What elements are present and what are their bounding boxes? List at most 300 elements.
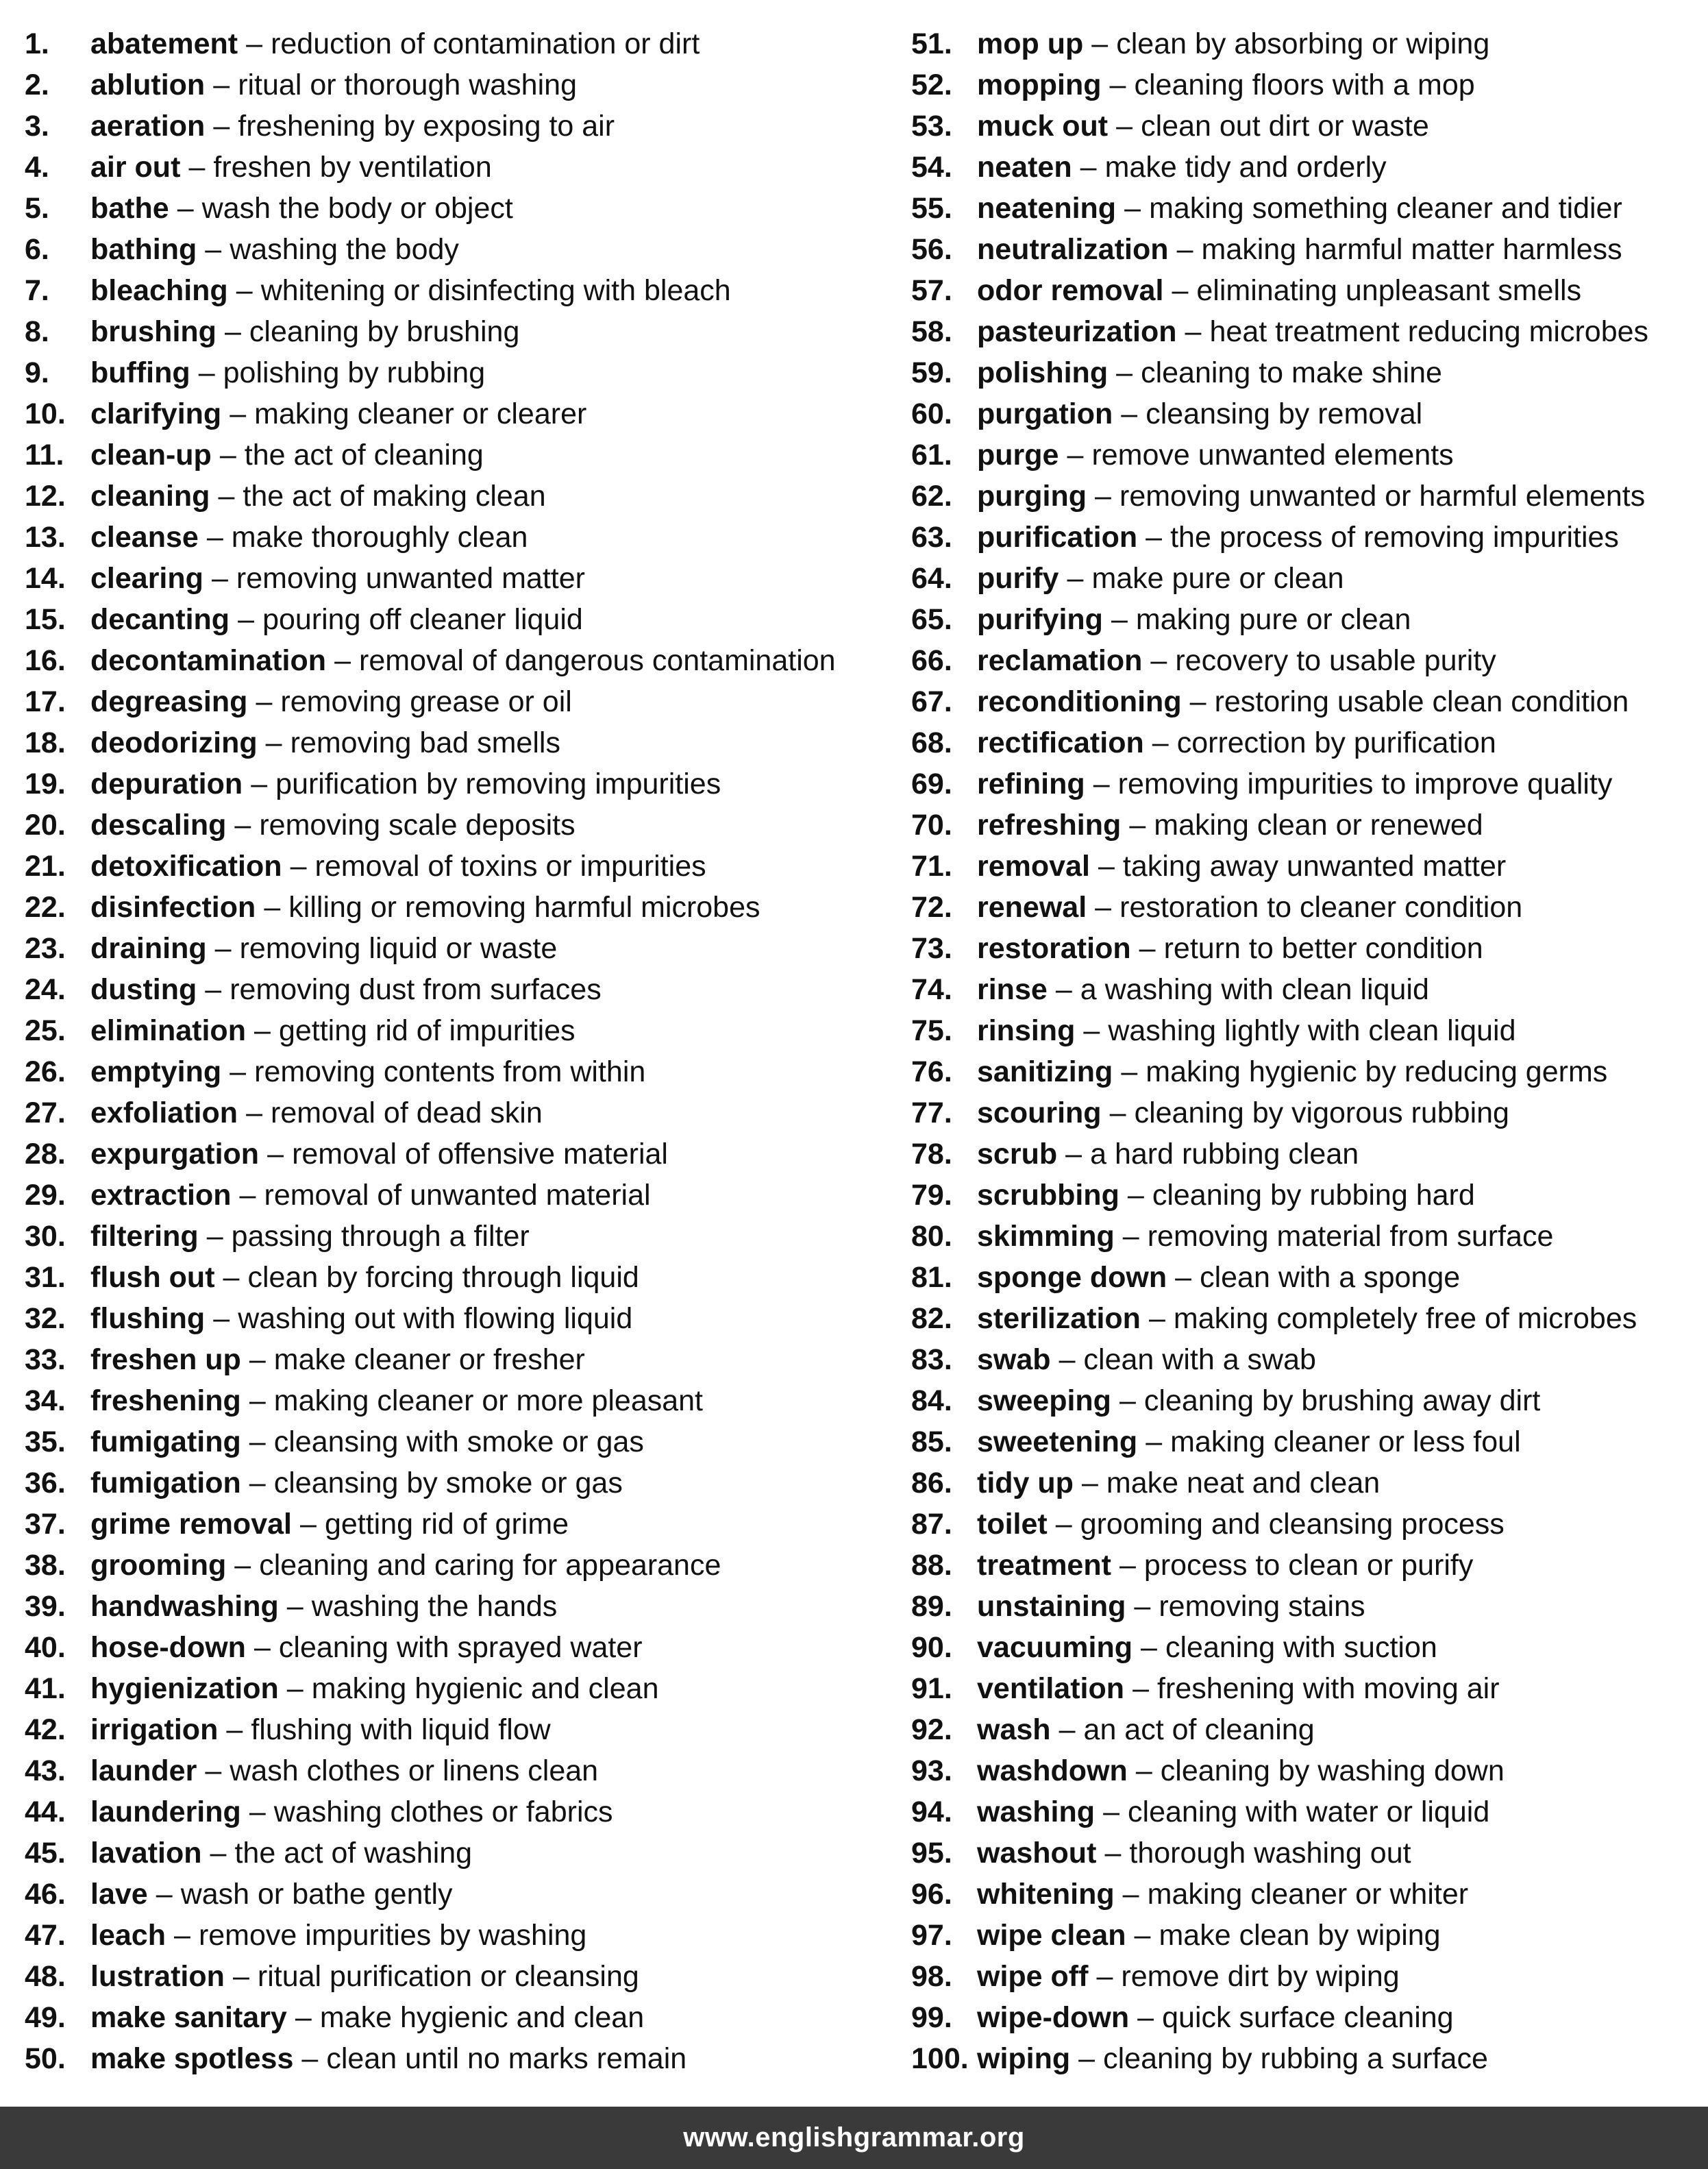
list-item [911, 1915, 1699, 1956]
item-definition: removing liquid or waste [239, 932, 558, 965]
item-definition: clean with a sponge [1200, 1261, 1461, 1294]
item-term: abatement [90, 27, 238, 60]
list-item [911, 1339, 1699, 1380]
list-item [911, 2038, 1699, 2079]
item-separator: – [249, 1467, 266, 1499]
item-definition: cleaning by rubbing a surface [1103, 2042, 1488, 2075]
item-term: clean-up [90, 439, 212, 471]
list-item [25, 1586, 881, 1627]
item-number: 74. [911, 973, 952, 1006]
item-term: detoxification [90, 850, 282, 883]
item-definition: clean with a swab [1083, 1343, 1316, 1376]
item-definition: removal of dead skin [271, 1096, 543, 1129]
item-definition: removal of unwanted material [264, 1179, 651, 1212]
item-number: 100. [911, 2042, 969, 2075]
item-term: purifying [977, 603, 1103, 636]
item-number: 26. [25, 1055, 66, 1088]
item-number: 35. [25, 1425, 66, 1458]
item-separator: – [249, 1343, 266, 1376]
item-definition: make thoroughly clean [231, 521, 528, 554]
item-number: 10. [25, 397, 66, 430]
item-number: 87. [911, 1508, 952, 1541]
item-definition: washing clothes or fabrics [273, 1796, 613, 1828]
item-number: 7. [25, 274, 49, 307]
item-separator: – [1065, 1138, 1082, 1171]
item-separator: – [246, 27, 263, 60]
item-definition: make tidy and orderly [1104, 151, 1387, 184]
item-definition: polishing by rubbing [223, 356, 486, 389]
list-item [25, 599, 881, 640]
item-separator: – [238, 603, 255, 636]
item-separator: – [249, 1796, 266, 1828]
item-definition: getting rid of grime [324, 1508, 569, 1541]
item-separator: – [206, 1220, 223, 1253]
item-term: wash [977, 1713, 1051, 1746]
item-term: wipe off [977, 1960, 1089, 1993]
item-number: 73. [911, 932, 952, 965]
item-definition: making hygienic and clean [311, 1672, 659, 1705]
item-number: 55. [911, 192, 952, 225]
item-definition: recovery to usable purity [1175, 644, 1496, 677]
item-term: aeration [90, 110, 206, 143]
item-definition: freshening by exposing to air [238, 110, 615, 143]
list-item [25, 1339, 881, 1380]
item-term: scouring [977, 1096, 1102, 1129]
item-term: sweeping [977, 1384, 1111, 1417]
item-number: 84. [911, 1384, 952, 1417]
item-term: freshen up [90, 1343, 241, 1376]
item-definition: cleaning by vigorous rubbing [1134, 1096, 1509, 1129]
item-number: 82. [911, 1302, 952, 1335]
item-definition: removing dust from surfaces [230, 973, 602, 1006]
item-definition: return to better condition [1163, 932, 1483, 965]
item-definition: cleaning with sprayed water [278, 1631, 643, 1664]
item-number: 95. [911, 1837, 952, 1870]
list-item [911, 1133, 1699, 1175]
item-number: 54. [911, 151, 952, 184]
item-separator: – [1055, 1508, 1072, 1541]
item-definition: washing lightly with clean liquid [1108, 1014, 1516, 1047]
item-number: 46. [25, 1878, 66, 1911]
item-term: fumigation [90, 1467, 241, 1499]
item-number: 67. [911, 685, 952, 718]
item-separator: – [1111, 603, 1128, 636]
item-definition: clean by absorbing or wiping [1116, 27, 1490, 60]
footer-bar [0, 2107, 1708, 2169]
list-item [25, 1462, 881, 1504]
item-definition: removing unwanted matter [236, 562, 585, 595]
item-number: 78. [911, 1138, 952, 1171]
item-term: purification [977, 521, 1138, 554]
item-term: exfoliation [90, 1096, 238, 1129]
item-term: reclamation [977, 644, 1143, 677]
item-separator: – [236, 274, 253, 307]
list-item [911, 229, 1699, 270]
item-separator: – [1134, 1590, 1151, 1623]
item-separator: – [232, 1960, 249, 1993]
item-term: renewal [977, 891, 1087, 924]
item-term: lavation [90, 1837, 202, 1870]
item-separator: – [213, 110, 230, 143]
item-separator: – [1185, 315, 1202, 348]
item-separator: – [198, 356, 215, 389]
item-separator: – [1116, 110, 1133, 143]
item-term: grooming [90, 1549, 227, 1582]
item-term: buffing [90, 356, 190, 389]
item-separator: – [1150, 644, 1167, 677]
item-number: 50. [25, 2042, 66, 2075]
item-separator: – [1152, 726, 1169, 759]
item-term: rectification [977, 726, 1144, 759]
item-separator: – [1119, 1384, 1136, 1417]
item-definition: removing stains [1159, 1590, 1365, 1623]
item-number: 9. [25, 356, 49, 389]
item-number: 62. [911, 480, 952, 513]
item-definition: making clean or renewed [1154, 809, 1483, 842]
item-term: neaten [977, 151, 1072, 184]
item-term: air out [90, 151, 181, 184]
list-item [25, 1709, 881, 1750]
item-definition: wash clothes or linens clean [230, 1754, 599, 1787]
list-item [911, 928, 1699, 969]
item-number: 48. [25, 1960, 66, 1993]
list-item [25, 1010, 881, 1051]
list-item [25, 1997, 881, 2038]
item-definition: cleaning by brushing [249, 315, 520, 348]
item-number: 20. [25, 809, 66, 842]
item-separator: – [234, 809, 251, 842]
item-term: extraction [90, 1179, 232, 1212]
item-definition: washing the body [230, 233, 459, 266]
item-separator: – [1083, 1014, 1100, 1047]
list-item [911, 476, 1699, 517]
item-separator: – [1091, 27, 1109, 60]
item-definition: removing impurities to improve quality [1117, 768, 1613, 800]
item-separator: – [1124, 192, 1141, 225]
list-item [25, 188, 881, 229]
item-separator: – [1122, 1220, 1139, 1253]
list-item [25, 106, 881, 147]
item-definition: pouring off cleaner liquid [262, 603, 583, 636]
item-separator: – [239, 1179, 256, 1212]
item-term: elimination [90, 1014, 246, 1047]
item-number: 1. [25, 27, 49, 60]
list-item [25, 763, 881, 805]
item-definition: removing scale deposits [259, 809, 575, 842]
item-term: ablution [90, 69, 206, 101]
item-term: scrubbing [977, 1179, 1119, 1212]
item-number: 29. [25, 1179, 66, 1212]
item-term: mopping [977, 69, 1102, 101]
item-number: 66. [911, 644, 952, 677]
item-term: hose-down [90, 1631, 246, 1664]
item-term: scrub [977, 1138, 1058, 1171]
item-term: removal [977, 850, 1090, 883]
item-separator: – [1172, 274, 1189, 307]
item-separator: – [290, 850, 307, 883]
list-item [911, 1545, 1699, 1586]
item-separator: – [1129, 809, 1146, 842]
item-definition: remove impurities by washing [198, 1919, 587, 1952]
list-item [25, 1216, 881, 1257]
item-separator: – [206, 521, 223, 554]
item-number: 97. [911, 1919, 952, 1952]
item-separator: – [1133, 1672, 1149, 1705]
item-definition: reduction of contamination or dirt [271, 27, 700, 60]
item-definition: grooming and cleansing process [1080, 1508, 1505, 1541]
item-term: leach [90, 1919, 166, 1952]
item-term: neutralization [977, 233, 1169, 266]
item-separator: – [223, 1261, 240, 1294]
item-number: 18. [25, 726, 66, 759]
item-separator: – [253, 1631, 271, 1664]
list-item [25, 270, 881, 311]
item-term: rinse [977, 973, 1048, 1006]
word-list-right-column [911, 23, 1699, 2079]
list-item [25, 229, 881, 270]
item-separator: – [218, 480, 235, 513]
list-item [25, 640, 881, 681]
item-separator: – [1109, 69, 1126, 101]
item-term: washing [977, 1796, 1096, 1828]
list-item [25, 722, 881, 763]
list-item [25, 1874, 881, 1915]
item-number: 91. [911, 1672, 952, 1705]
item-number: 16. [25, 644, 66, 677]
item-definition: making cleaner or more pleasant [273, 1384, 704, 1417]
item-number: 43. [25, 1754, 66, 1787]
item-number: 15. [25, 603, 66, 636]
item-separator: – [1146, 521, 1163, 554]
item-number: 44. [25, 1796, 66, 1828]
list-item [25, 1833, 881, 1874]
item-definition: remove unwanted elements [1091, 439, 1454, 471]
item-separator: – [1148, 1302, 1165, 1335]
item-number: 25. [25, 1014, 66, 1047]
item-separator: – [226, 1713, 243, 1746]
list-item [25, 969, 881, 1010]
list-item [911, 640, 1699, 681]
item-number: 45. [25, 1837, 66, 1870]
item-term: decontamination [90, 644, 327, 677]
item-separator: – [295, 2001, 312, 2034]
list-item [911, 846, 1699, 887]
item-number: 58. [911, 315, 952, 348]
list-item [25, 805, 881, 846]
item-number: 65. [911, 603, 952, 636]
item-term: pasteurization [977, 315, 1177, 348]
list-item [911, 1504, 1699, 1545]
list-item [25, 887, 881, 928]
item-number: 34. [25, 1384, 66, 1417]
item-separator: – [1103, 1796, 1119, 1828]
item-definition: cleaning and caring for appearance [259, 1549, 721, 1582]
list-item [25, 1504, 881, 1545]
item-separator: – [1095, 480, 1111, 513]
item-definition: cleaning by brushing away dirt [1143, 1384, 1541, 1417]
item-definition: restoring usable clean condition [1214, 685, 1629, 718]
item-term: purify [977, 562, 1059, 595]
item-definition: making cleaner or whiter [1147, 1878, 1469, 1911]
item-number: 13. [25, 521, 66, 554]
item-definition: making completely free of microbes [1173, 1302, 1637, 1335]
item-definition: cleansing by smoke or gas [273, 1467, 623, 1499]
item-term: launder [90, 1754, 197, 1787]
list-item [25, 1791, 881, 1833]
item-definition: cleaning by washing down [1160, 1754, 1505, 1787]
item-separator: – [1121, 1055, 1138, 1088]
item-term: restoration [977, 932, 1131, 965]
item-definition: process to clean or purify [1143, 1549, 1474, 1582]
list-item [911, 1216, 1699, 1257]
list-item [911, 1051, 1699, 1092]
item-separator: – [1078, 2042, 1096, 2075]
item-number: 75. [911, 1014, 952, 1047]
item-definition: cleaning with suction [1165, 1631, 1437, 1664]
item-separator: – [249, 1384, 266, 1417]
item-term: treatment [977, 1549, 1111, 1582]
item-definition: clean until no marks remain [326, 2042, 687, 2075]
list-item [25, 1051, 881, 1092]
item-separator: – [1096, 1960, 1113, 1993]
list-item [25, 681, 881, 722]
item-definition: making cleaner or less foul [1170, 1425, 1521, 1458]
item-separator: – [177, 192, 194, 225]
list-item [25, 1092, 881, 1133]
item-separator: – [334, 644, 351, 677]
item-number: 81. [911, 1261, 952, 1294]
list-item [25, 476, 881, 517]
item-separator: – [1141, 1631, 1157, 1664]
item-number: 98. [911, 1960, 952, 1993]
item-number: 5. [25, 192, 49, 225]
item-term: grime removal [90, 1508, 292, 1541]
item-definition: making cleaner or clearer [254, 397, 587, 430]
item-number: 31. [25, 1261, 66, 1294]
list-item [25, 1175, 881, 1216]
item-definition: thorough washing out [1129, 1837, 1411, 1870]
item-term: bleaching [90, 274, 228, 307]
item-number: 47. [25, 1919, 66, 1952]
item-term: muck out [977, 110, 1109, 143]
item-number: 38. [25, 1549, 66, 1582]
item-number: 76. [911, 1055, 952, 1088]
item-term: handwashing [90, 1590, 279, 1623]
item-separator: – [1059, 1713, 1076, 1746]
item-separator: – [205, 973, 222, 1006]
item-number: 36. [25, 1467, 66, 1499]
item-term: refreshing [977, 809, 1122, 842]
item-number: 21. [25, 850, 66, 883]
item-number: 79. [911, 1179, 952, 1212]
list-item [911, 1833, 1699, 1874]
item-number: 89. [911, 1590, 952, 1623]
list-item [25, 23, 881, 64]
item-number: 2. [25, 69, 49, 101]
item-term: odor removal [977, 274, 1164, 307]
item-separator: – [1059, 1343, 1076, 1376]
item-term: purging [977, 480, 1087, 513]
item-number: 11. [25, 439, 64, 471]
list-item [911, 1092, 1699, 1133]
item-definition: making hygienic by reducing germs [1146, 1055, 1608, 1088]
list-item [25, 64, 881, 106]
list-item [911, 1421, 1699, 1462]
item-term: rinsing [977, 1014, 1076, 1047]
item-number: 96. [911, 1878, 952, 1911]
item-number: 59. [911, 356, 952, 389]
item-term: deodorizing [90, 726, 258, 759]
item-number: 68. [911, 726, 952, 759]
item-term: tidy up [977, 1467, 1074, 1499]
item-definition: cleaning floors with a mop [1134, 69, 1475, 101]
item-number: 51. [911, 27, 952, 60]
item-term: sanitizing [977, 1055, 1113, 1088]
item-separator: – [254, 1014, 271, 1047]
list-item [911, 1298, 1699, 1339]
item-definition: making harmful matter harmless [1201, 233, 1622, 266]
list-item [911, 1874, 1699, 1915]
item-term: flush out [90, 1261, 215, 1294]
item-definition: washing the hands [311, 1590, 558, 1623]
item-definition: a hard rubbing clean [1090, 1138, 1359, 1171]
item-term: brushing [90, 315, 216, 348]
list-item [25, 434, 881, 476]
item-number: 56. [911, 233, 952, 266]
item-number: 80. [911, 1220, 952, 1253]
list-item [25, 352, 881, 393]
item-number: 63. [911, 521, 952, 554]
item-term: sterilization [977, 1302, 1141, 1335]
item-number: 57. [911, 274, 952, 307]
list-item [911, 434, 1699, 476]
list-item [911, 1750, 1699, 1791]
item-separator: – [1081, 1467, 1098, 1499]
item-term: cleaning [90, 480, 210, 513]
item-definition: wash the body or object [201, 192, 513, 225]
item-number: 24. [25, 973, 66, 1006]
list-item [25, 1915, 881, 1956]
item-definition: passing through a filter [231, 1220, 530, 1253]
item-separator: – [156, 1878, 173, 1911]
list-item [911, 311, 1699, 352]
item-number: 4. [25, 151, 49, 184]
item-definition: make hygienic and clean [319, 2001, 645, 2034]
item-number: 32. [25, 1302, 66, 1335]
item-definition: cleaning with water or liquid [1128, 1796, 1490, 1828]
item-separator: – [230, 1055, 247, 1088]
item-separator: – [1134, 1919, 1151, 1952]
item-separator: – [1055, 973, 1072, 1006]
item-term: freshening [90, 1384, 241, 1417]
item-number: 52. [911, 69, 952, 101]
list-item [911, 147, 1699, 188]
item-separator: – [1093, 768, 1110, 800]
list-item [911, 1627, 1699, 1668]
item-term: hygienization [90, 1672, 279, 1705]
item-definition: freshen by ventilation [213, 151, 492, 184]
item-separator: – [205, 1754, 222, 1787]
list-item [25, 1257, 881, 1298]
item-term: expurgation [90, 1138, 260, 1171]
list-item [911, 270, 1699, 311]
list-item [911, 599, 1699, 640]
item-definition: quick surface cleaning [1162, 2001, 1454, 2034]
item-separator: – [234, 1549, 251, 1582]
item-term: disinfection [90, 891, 256, 924]
footer-website[interactable]: www.englishgrammar.org [683, 2122, 1025, 2153]
item-separator: – [1122, 1878, 1139, 1911]
